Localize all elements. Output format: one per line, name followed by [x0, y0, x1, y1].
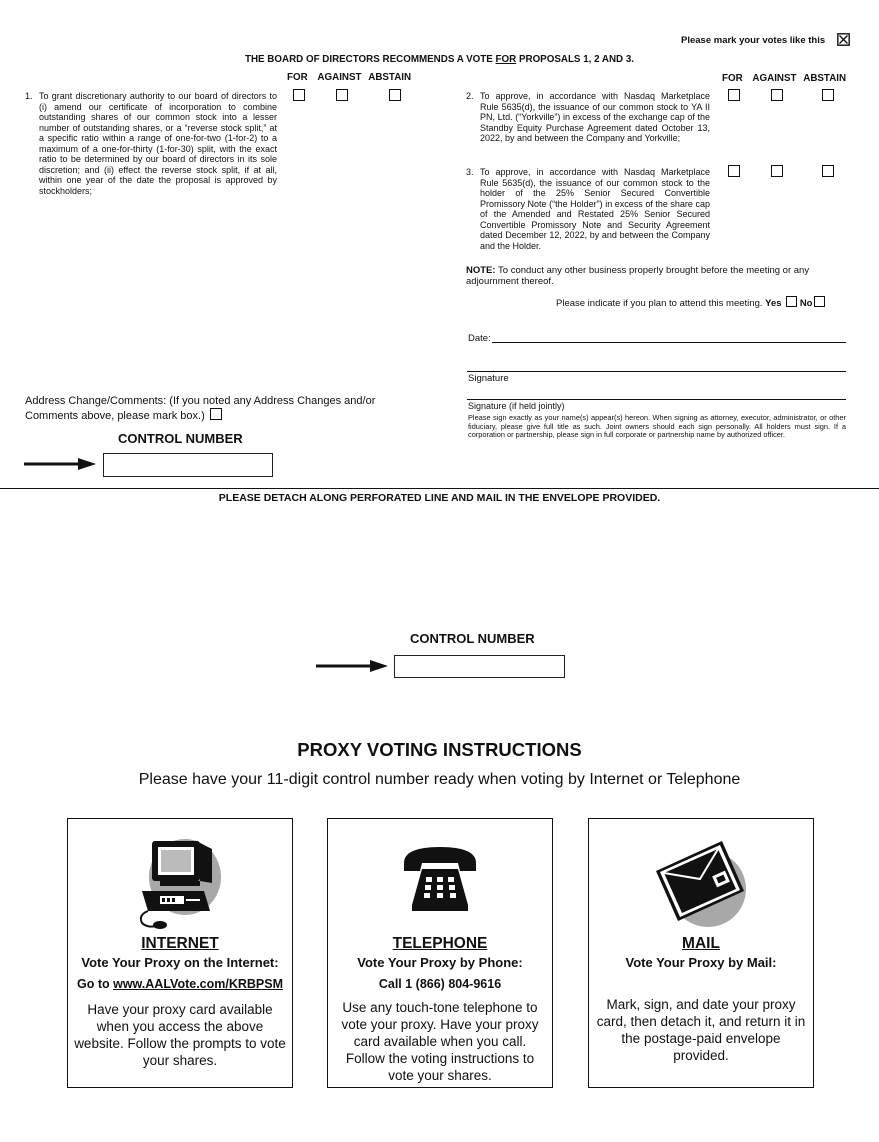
- address-change-text: Address Change/Comments: (If you noted any Address Changes and/or Comments above, please mark box.): [25, 395, 376, 422]
- computer-icon-wrap: [68, 833, 292, 933]
- telephone-description: Use any touch-tone telephone to vote your proxy. Have your proxy card available when you call. Follow the voting instructions to vote your shares.: [341, 1000, 539, 1083]
- column-headers-right: [722, 73, 846, 84]
- voting-website-link[interactable]: www.AALVote.com/KRBPSM: [113, 977, 284, 991]
- proposal-2-against-checkbox[interactable]: [771, 89, 783, 101]
- internet-card: [67, 818, 293, 1088]
- mark-votes-instruction: [681, 35, 825, 46]
- signing-instructions: Please sign exactly as your name(s) appear(s) hereon. When signing as attorney, executor, administrator, or other fiduciary, please give full title as such. Joint owners should each sign personally. All holders must sign. If a corporation or partnership, please sign in full corporate or partnership name by authorized officer.: [468, 413, 846, 440]
- col-against: AGAINST: [317, 72, 362, 83]
- address-change-checkbox[interactable]: [210, 408, 222, 420]
- proposal-3-against-checkbox[interactable]: [771, 165, 783, 177]
- proposal-text: To grant discretionary authority to our board of directors to (i) amend our certificate of incorporation to combine outstanding shares of our common stock into a lesser number of outstanding shares, or a “reverse stock split,” at a specific ratio within a range of one-for-two (1-for-2) to a maximum of a one-for-thirty (1-for-30) split, with the exact ratio to be determined by our board of directors in its sole discretion; and (ii) effect the reverse stock split, if at all, within one year of the date the proposal is approved by stockholders;: [39, 91, 277, 196]
- board-recommendation: [0, 54, 879, 65]
- arrow-right-icon: [316, 659, 388, 673]
- mail-subheading: Vote Your Proxy by Mail:: [625, 955, 777, 970]
- telephone-subheading: Vote Your Proxy by Phone:: [357, 955, 523, 970]
- arrow-right-icon: [24, 457, 96, 471]
- col-abstain: ABSTAIN: [368, 72, 412, 83]
- mail-card: [588, 818, 814, 1088]
- perforated-line: [0, 488, 879, 489]
- example-marked-box-icon: [837, 33, 850, 46]
- joint-signature-label: Signature (if held jointly): [468, 401, 565, 411]
- proposal-3-abstain-checkbox[interactable]: [822, 165, 834, 177]
- computer-icon: [130, 833, 230, 933]
- proposal-2: [466, 91, 710, 144]
- col-abstain: ABSTAIN: [803, 73, 847, 84]
- mark-votes-label: Please mark your votes like this: [681, 35, 826, 46]
- attend-no-label: No: [799, 298, 813, 309]
- signature-label: Signature: [468, 373, 509, 384]
- column-headers-left: [287, 72, 411, 83]
- instructions-title: PROXY VOTING INSTRUCTIONS: [297, 739, 582, 760]
- telephone-icon-wrap: [328, 833, 552, 933]
- proposal-1-for-checkbox[interactable]: [293, 89, 305, 101]
- proposal-number: 2.: [466, 91, 474, 101]
- attend-no-checkbox[interactable]: [814, 296, 825, 307]
- proposal-2-abstain-checkbox[interactable]: [822, 89, 834, 101]
- internet-goto-prefix: Go to: [76, 977, 114, 991]
- proposal-number: 3.: [466, 167, 474, 177]
- col-for: FOR: [722, 73, 743, 84]
- mail-description: Mark, sign, and date your proxy card, then detach it, and return it in the postage-paid envelope provided.: [596, 997, 806, 1063]
- envelope-icon-wrap: [589, 833, 813, 933]
- control-number-field-2[interactable]: [394, 655, 565, 678]
- telephone-heading: TELEPHONE: [392, 935, 488, 952]
- proposal-3: [466, 167, 710, 251]
- proposal-1-abstain-checkbox[interactable]: [389, 89, 401, 101]
- col-against: AGAINST: [752, 73, 797, 84]
- detach-instruction: PLEASE DETACH ALONG PERFORATED LINE AND MAIL IN THE ENVELOPE PROVIDED.: [218, 492, 661, 504]
- date-line[interactable]: [492, 342, 846, 343]
- joint-signature-line[interactable]: [467, 399, 846, 400]
- date-label: Date:: [468, 333, 491, 344]
- internet-description: Have your proxy card available when you access the above website. Follow the prompts to vote your shares.: [74, 1002, 286, 1068]
- attend-yes-checkbox[interactable]: [786, 296, 797, 307]
- proposal-1-against-checkbox[interactable]: [336, 89, 348, 101]
- control-number-label: CONTROL NUMBER: [118, 431, 243, 446]
- note-text: To conduct any other business properly brought before the meeting or any adjournment thereof.: [466, 265, 810, 287]
- proposal-2-for-checkbox[interactable]: [728, 89, 740, 101]
- proposal-1: [25, 91, 277, 196]
- telephone-call: Call 1 (866) 804-9616: [378, 977, 502, 991]
- telephone-card: [327, 818, 553, 1088]
- instructions-subtitle: Please have your 11-digit control number ready when voting by Internet or Telephone: [138, 771, 741, 788]
- col-for: FOR: [287, 72, 308, 83]
- control-number-label-2: CONTROL NUMBER: [410, 631, 535, 646]
- proposal-text: To approve, in accordance with Nasdaq Marketplace Rule 5635(d), the issuance of our common stock to the holder of the 25% Senior Secured Convertible Promissory Note (“the Holder”) in excess of the share cap of the Amended and Restated 25% Senior Secured Convertible Promissory Note and Security Agreement dated December 12, 2022, by and between the Company and the Holder.: [480, 167, 710, 251]
- proposal-3-for-checkbox[interactable]: [728, 165, 740, 177]
- mail-heading: MAIL: [682, 935, 720, 952]
- attend-meeting: [556, 296, 825, 309]
- internet-subheading: Vote Your Proxy on the Internet:: [81, 955, 279, 970]
- recommend-for: FOR: [495, 54, 517, 65]
- proposal-number: 1.: [25, 91, 33, 101]
- recommend-suffix: PROPOSALS 1, 2 AND 3.: [516, 54, 635, 65]
- internet-goto: [68, 977, 292, 991]
- telephone-icon: [390, 833, 490, 933]
- attend-label: Please indicate if you plan to attend this meeting.: [556, 298, 763, 309]
- attend-yes-label: Yes: [765, 298, 782, 309]
- internet-heading: INTERNET: [141, 935, 219, 952]
- note: [466, 265, 846, 287]
- signature-line[interactable]: [467, 371, 846, 372]
- note-label: NOTE:: [466, 265, 496, 276]
- proposal-text: To approve, in accordance with Nasdaq Marketplace Rule 5635(d), the issuance of our common stock to YA II PN, Ltd. (“Yorkville”) in excess of the exchange cap of the Standby Equity Purchase Agreement dated October 13, 2022, by and between the Company and Yorkville;: [480, 91, 710, 143]
- recommend-prefix: THE BOARD OF DIRECTORS RECOMMENDS A VOTE: [244, 54, 496, 65]
- envelope-icon: [646, 833, 756, 933]
- control-number-field[interactable]: [103, 453, 273, 477]
- address-change-comments: [25, 395, 410, 422]
